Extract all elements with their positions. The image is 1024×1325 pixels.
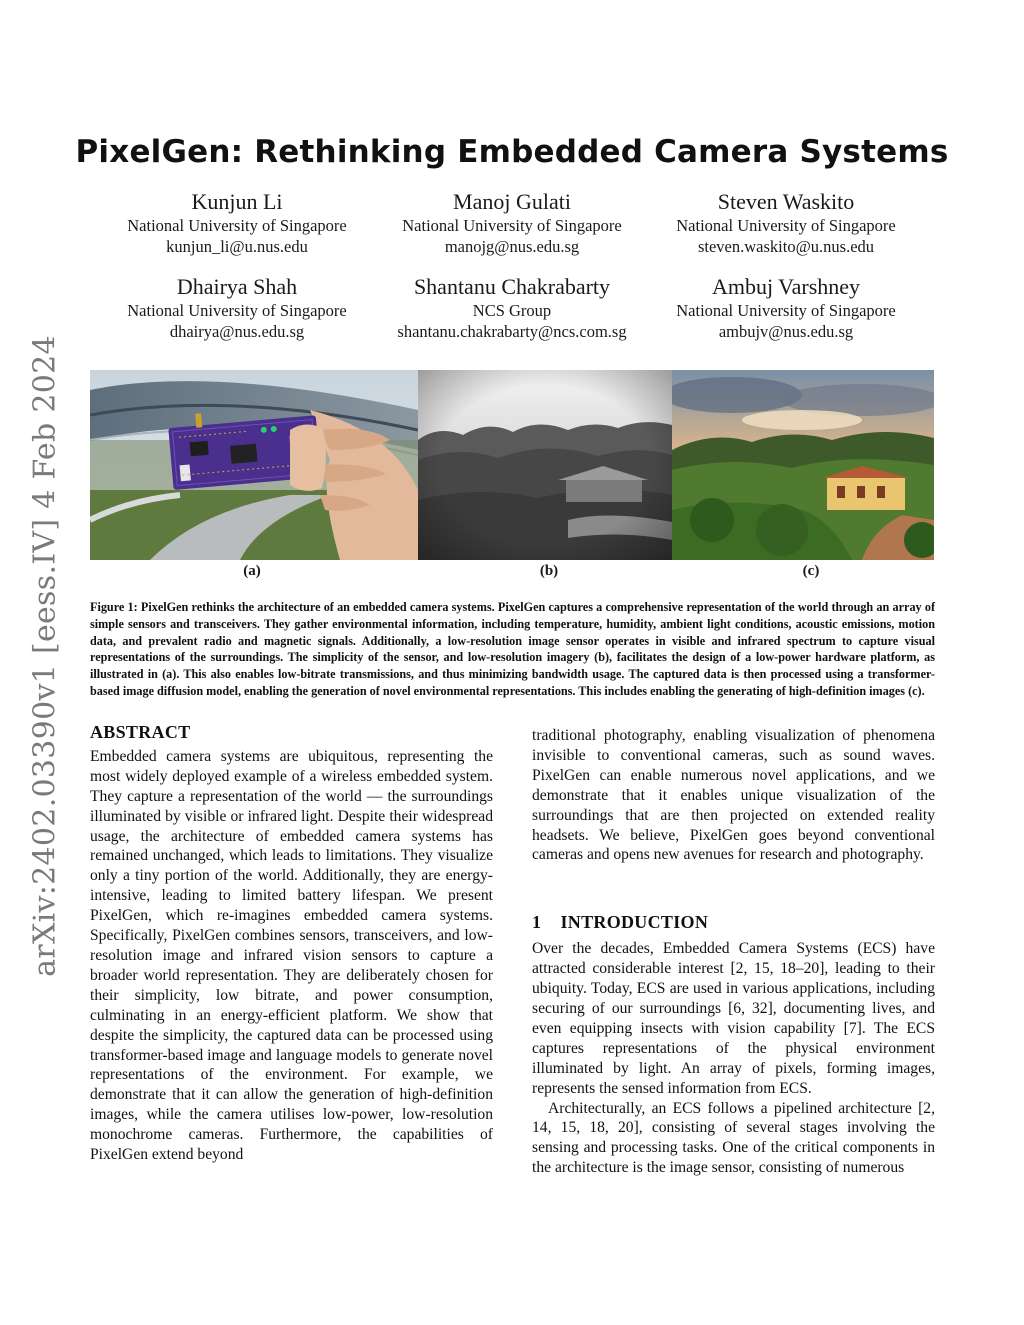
figure-panel-a — [90, 370, 418, 560]
abstract-continued: traditional photography, enabling visualization of phenomena invisible to conventional cameras, such as sound waves. PixelGen can enable numerous novel applications, and we demonstrate that it enables unique visualization of the surroundings that are then projected on extended reality headsets. We believe, PixelGen goes beyond conventional cameras and opens new avenues for research and photography. — [532, 727, 935, 864]
monochrome-capture — [418, 370, 672, 560]
author-affiliation: NCS Group — [472, 301, 552, 320]
author-block — [372, 189, 652, 257]
paper-title: PixelGen: Rethinking Embedded Camera Systems — [75, 134, 949, 170]
figure-caption: Figure 1: PixelGen rethinks the architecture of an embedded camera systems. PixelGen captures a comprehensive representation of the world through an array of simple sensors and transceivers. They gather environmental information, including temperature, humidity, ambient light conditions, acoustic emissions, motion data, and prevalent radio and magnetic signals. Additionally, a low-resolution image sensor operates in visible and infrared spectrum to capture visual representations of the surroundings. The simplicity of the sensor, and low-resolution imagery (b), facilitates the design of a low-power hardware platform, as illustrated in (a). This also enables low-bitrate transmissions, and thus minimizing bandwidth usage. The captured data is then processed using a transformer-based image diffusion model, enabling the generation of novel environmental representations. This includes enabling the generating of high-definition images (c). — [90, 600, 935, 698]
author-affiliation: National University of Singapore — [127, 301, 347, 320]
circuit-board-photo — [90, 370, 418, 560]
author-email: kunjun_li@u.nus.edu — [166, 237, 308, 256]
abstract-text: Embedded camera systems are ubiquitous, representing the most widely deployed example of a wireless embedded system. They capture a representation of the world — the surroundings illuminated by visible or infrared light. Despite their widespread usage, the architecture of embedded camera systems has remained unchanged, which leads to limitations. They visualize only a tiny portion of the world. Additionally, they are energy-intensive, leading to limited battery lifespan. We present PixelGen, which re-imagines embedded camera systems. Specifically, PixelGen combines sensors, transceivers, and low-resolution image and infrared vision sensors to capture a broader world representation. They are deliberately chosen for their simplicity, low bitrate, and power consumption, culminating in an energy-efficient platform. We show that despite the simplicity, the captured data can be processed using transformer-based image and language models to generate novel representations of the environment. For example, we demonstrate that it can allow the generation of high-definition images, while the camera utilises low-power, low-resolution monochrome cameras. Furthermore, the capabilities of PixelGen extend beyond — [90, 747, 493, 1164]
introduction-paragraph: Architecturally, an ECS follows a pipelined architecture [2, 14, 15, 18, 20], consisting of several stages involving the sensing and processing tasks. One of the critical components in the architecture is the image sensor, consisting of numerous — [532, 1099, 935, 1177]
figure-label-a: (a) — [243, 563, 261, 579]
figure-panel-b — [418, 370, 672, 560]
author-email: steven.waskito@u.nus.edu — [697, 237, 875, 256]
author-name: Kunjun Li — [191, 189, 283, 214]
author-email: ambujv@nus.edu.sg — [718, 322, 854, 341]
abstract-heading: ABSTRACT — [90, 722, 191, 742]
author-name: Steven Waskito — [717, 189, 855, 214]
author-block — [97, 274, 377, 342]
author-affiliation: National University of Singapore — [127, 216, 347, 235]
author-name: Manoj Gulati — [453, 189, 571, 214]
introduction-heading: 1 INTRODUCTION — [532, 912, 709, 933]
right-column — [532, 726, 935, 1178]
author-block — [372, 274, 652, 342]
author-name: Dhairya Shah — [176, 274, 298, 299]
figure-label-c: (c) — [802, 563, 820, 579]
arxiv-stamp: arXiv:2402.03390v1 [eess.IV] 4 Feb 2024 — [27, 335, 63, 977]
figure-label-b: (b) — [539, 563, 559, 579]
author-email: dhairya@nus.edu.sg — [169, 322, 305, 341]
author-name: Ambuj Varshney — [711, 274, 861, 299]
author-email: manojg@nus.edu.sg — [444, 237, 580, 256]
author-block — [646, 189, 926, 257]
abstract-section — [90, 723, 493, 1165]
author-block — [646, 274, 926, 342]
figure-panel-c — [672, 370, 934, 560]
author-block — [97, 189, 377, 257]
author-affiliation: National University of Singapore — [676, 216, 896, 235]
author-name: Shantanu Chakrabarty — [413, 274, 611, 299]
introduction-paragraph: Over the decades, Embedded Camera Systems (ECS) have attracted considerable interest [2, 15, 18–20], leading to their ubiquity. Today, ECS are used in various applications, including securing of our surroundings [6, 32], documenting lives, and even equipping insects with vision capability [7]. The ECS captures representations of the physical environment illuminated by light. An array of pixels, forming images, represents the sensed information from ECS. — [532, 940, 935, 1097]
author-affiliation: National University of Singapore — [402, 216, 622, 235]
generated-image — [672, 370, 934, 560]
author-email: shantanu.chakrabarty@ncs.com.sg — [397, 322, 627, 341]
author-affiliation: National University of Singapore — [676, 301, 896, 320]
